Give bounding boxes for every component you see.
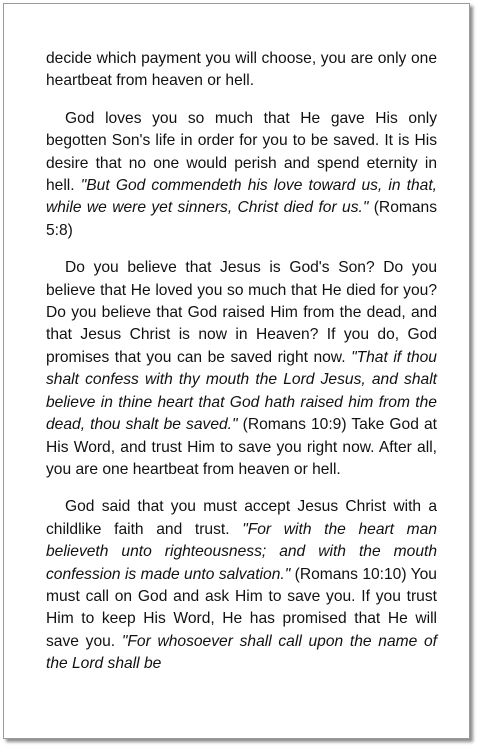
paragraph-2-text: God loves you so much that He gave His only begotten Son's life in order for you to be saved. It is His desire that no one would perish and spend eternity in hell.	[46, 109, 437, 195]
scripture-quote-romans-10-10: "For with the heart man believeth unto righteousness; and with the mouth confession is made unto salvation."	[46, 520, 437, 583]
paragraph-3-text-end: (Romans 10:9) Take God at His Word, and trust Him to save you right now. After all, you are one heartbeat from heaven or hell.	[46, 416, 437, 478]
paragraph-4-text-mid: (Romans 10:10) You must call on God and ask Him to save you. If you trust Him to keep His Word, He has promised that He will save you.	[46, 565, 437, 650]
paragraph-1	[46, 48, 437, 93]
paragraph-4-text: God said that you must accept Jesus Christ with a childlike faith and trust.	[46, 498, 437, 538]
paragraph-4	[46, 496, 437, 675]
paragraph-1-text: decide which payment you will choose, you are only one heartbeat from heaven or hell.	[46, 50, 437, 90]
scripture-reference: (Romans 5:8)	[46, 199, 438, 239]
scripture-quote-continued: "For whosoever shall call upon the name of the Lord shall be	[46, 632, 438, 673]
paragraph-3-text: Do you believe that Jesus is God's Son? Do you believe that He loved you so much that He died for you? Do you believe that God raised Him from the dead, and that Jesus Christ is now in Heaven? If you do, God promises that you can be saved right now.	[46, 259, 437, 366]
book-page	[3, 3, 470, 739]
page-text	[46, 48, 437, 691]
paragraph-2	[46, 108, 437, 242]
paragraph-3	[46, 257, 437, 481]
scripture-quote-romans-10-9: "That if thou shalt confess with thy mouth the Lord Jesus, and shalt believe in thine heart that God hath raised him from the dead, thou shalt be saved."	[46, 348, 437, 434]
scripture-quote-romans-5-8: "But God commendeth his love toward us, in that, while we were yet sinners, Christ died for us."	[46, 177, 437, 217]
